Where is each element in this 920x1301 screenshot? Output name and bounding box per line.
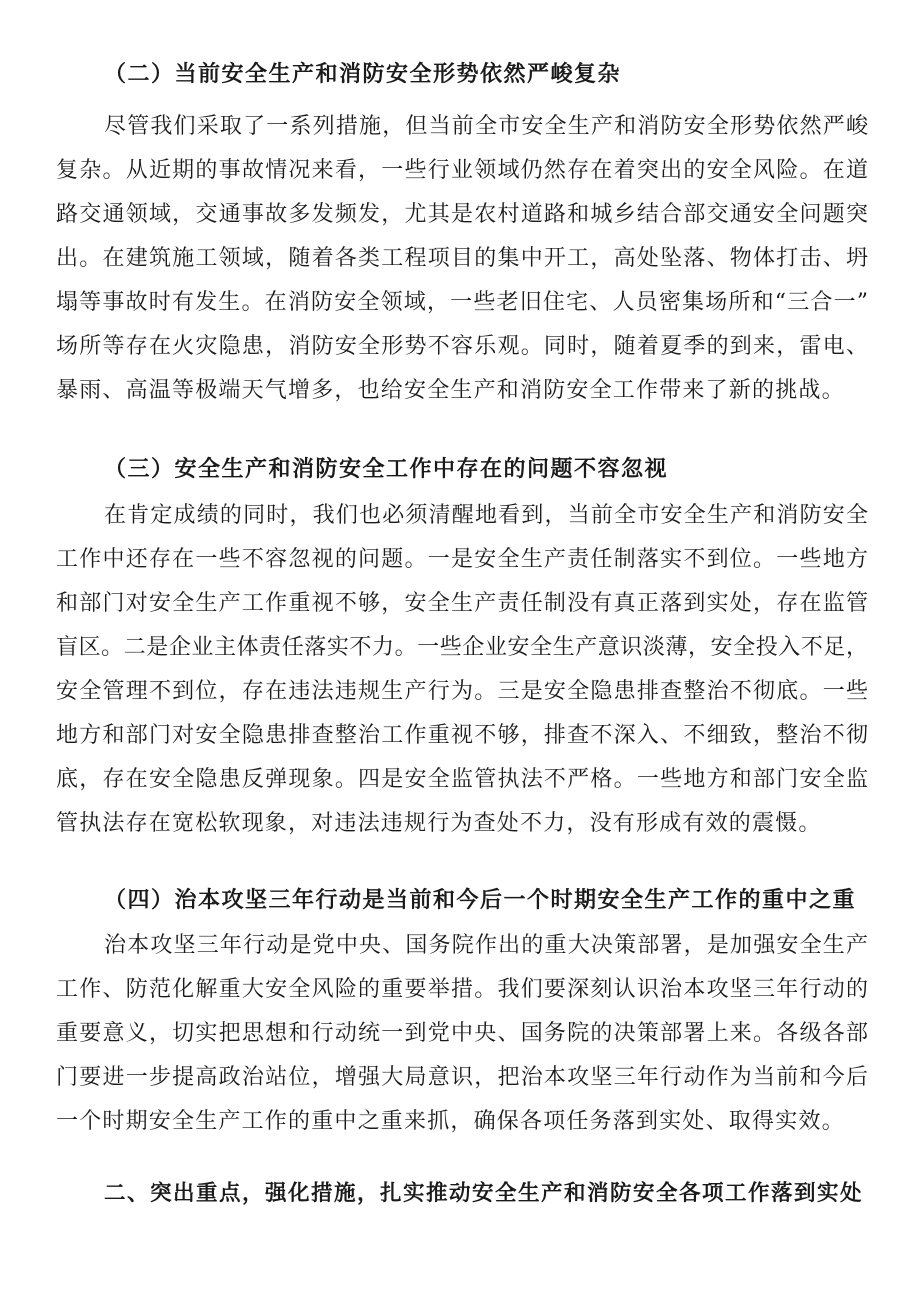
- paragraph-line: 尽管我们采取了一系列措施，但当前全市安全生产和消防安全形势依然严峻: [104, 114, 868, 139]
- paragraph-line: 底，存在安全隐患反弹现象。四是安全监管执法不严格。一些地方和部门安全监: [56, 767, 868, 792]
- paragraph-line: 安全管理不到位，存在违法违规生产行为。三是安全隐患排查整治不彻底。一些: [56, 679, 868, 704]
- paragraph-line: 重要意义，切实把思想和行动统一到党中央、国务院的决策部署上来。各级各部: [56, 1021, 868, 1046]
- paragraph-line: 门要进一步提高政治站位，增强大局意识，把治本攻坚三年行动作为当前和今后: [56, 1065, 868, 1090]
- section-heading-2: （二）当前安全生产和消防安全形势依然严峻复杂: [104, 61, 622, 87]
- paragraph-line: 复杂。从近期的事故情况来看，一些行业领域仍然存在着突出的安全风险。在道: [56, 158, 868, 183]
- paragraph-line: 塌等事故时有发生。在消防安全领域，一些老旧住宅、人员密集场所和“三合一”: [56, 290, 868, 315]
- section-heading-3: （三）安全生产和消防安全工作中存在的问题不容忽视: [104, 456, 669, 482]
- paragraph-line: 路交通领域，交通事故多发频发，尤其是农村道路和城乡结合部交通安全问题突: [56, 202, 868, 227]
- paragraph-line: 工作中还存在一些不容忽视的问题。一是安全生产责任制落实不到位。一些地方: [56, 547, 868, 572]
- paragraph-line: 治本攻坚三年行动是党中央、国务院作出的重大决策部署，是加强安全生产: [104, 933, 868, 958]
- paragraph-line: 场所等存在火灾隐患，消防安全形势不容乐观。同时，随着夏季的到来，雷电、: [56, 334, 868, 359]
- paragraph-line: 和部门对安全生产工作重视不够，安全生产责任制没有真正落到实处，存在监管: [56, 591, 868, 616]
- paragraph-line: 在肯定成绩的同时，我们也必须清醒地看到，当前全市安全生产和消防安全: [104, 503, 868, 528]
- section-heading-4: （四）治本攻坚三年行动是当前和今后一个时期安全生产工作的重中之重: [104, 887, 857, 913]
- paragraph-line: 一个时期安全生产工作的重中之重来抓，确保各项任务落到实处、取得实效。: [56, 1109, 845, 1134]
- paragraph-line: 地方和部门对安全隐患排查整治工作重视不够，排查不深入、不细致，整治不彻: [56, 723, 868, 748]
- paragraph-line: 工作、防范化解重大安全风险的重要举措。我们要深刻认识治本攻坚三年行动的: [56, 977, 868, 1002]
- paragraph-line: 管执法存在宽松软现象，对违法违规行为查处不力，没有形成有效的震慑。: [56, 811, 822, 836]
- paragraph-line: 暴雨、高温等极端天气增多，也给安全生产和消防安全工作带来了新的挑战。: [56, 378, 845, 403]
- paragraph-line: 盲区。二是企业主体责任落实不力。一些企业安全生产意识淡薄，安全投入不足，: [56, 635, 868, 660]
- chapter-heading-2: 二、突出重点，强化措施，扎实推动安全生产和消防安全各项工作落到实处: [104, 1181, 864, 1206]
- paragraph-line: 出。在建筑施工领域，随着各类工程项目的集中开工，高处坠落、物体打击、坍: [56, 246, 868, 271]
